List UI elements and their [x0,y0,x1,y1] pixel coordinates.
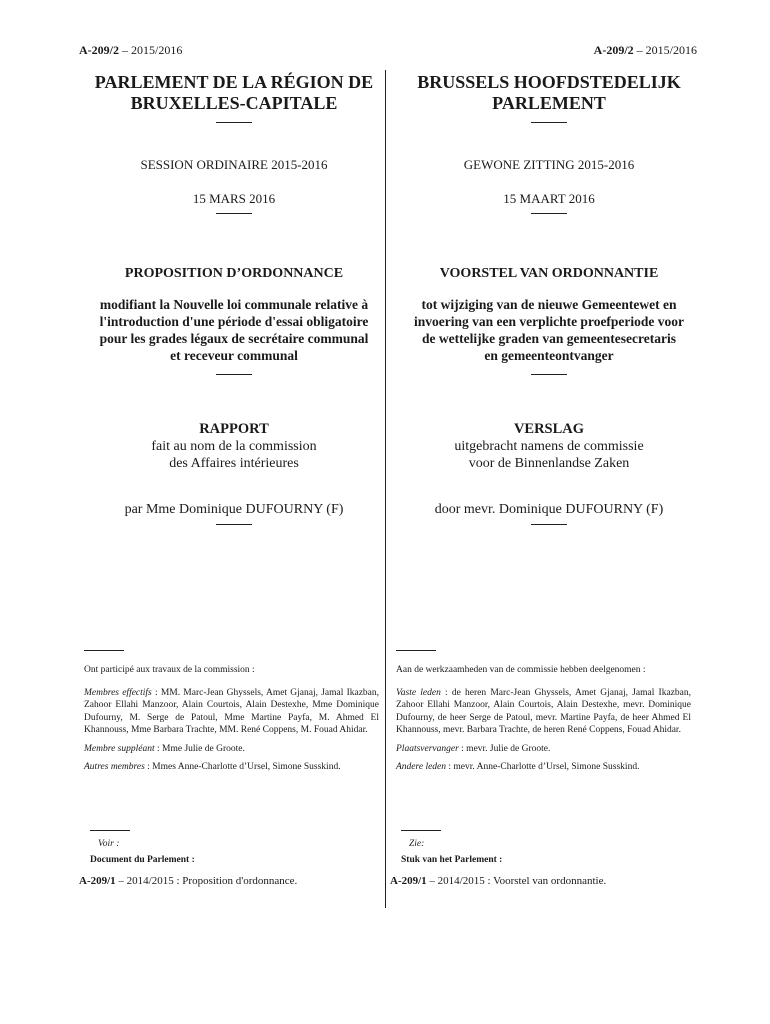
other-members [84,761,379,774]
members-label: Membres effectifs [84,687,152,698]
other-members [396,761,691,774]
others-label: Autres membres [84,762,145,772]
subject-line: modifiant la Nouvelle loi communale relative à [99,297,369,312]
session-date: 15 MARS 2016 [192,191,276,206]
column-divider [385,70,386,908]
subject-line: invoering van een verplichte proefperiode voor [413,314,685,329]
separator [531,524,567,525]
substitute-member [396,743,691,756]
subject-line: l'introduction d'une période d'essai obligatoire [99,314,369,329]
related-document [79,875,380,887]
report-subtitle-line: fait au nom de la commission [151,439,317,454]
report-subtitle [399,438,699,472]
substitute-name: : mevr. Julie de Groote. [458,743,551,754]
parliament-line: PARLEMENT DE LA RÉGION DE [94,72,374,92]
footnote-rule [90,830,130,831]
related-document-text: – 2014/2015 : Proposition d'ordonnance. [115,875,298,887]
substitute-label: Plaatsvervanger [396,743,459,754]
report-subtitle-line: uitgebracht namens de commissie [454,439,644,454]
document-reference-left [79,43,182,58]
parliament-line: BRUSSELS HOOFDSTEDELIJK [417,72,681,92]
members-label: Vaste leden [396,687,441,698]
others-list: : Mmes Anne-Charlotte d’Ursel, Simone Susskind. [144,762,341,772]
subject-line: pour les grades légaux de secrétaire communal [99,331,369,346]
others-label: Andere leden [396,762,447,772]
document-reference-right [594,43,697,58]
separator [531,374,567,375]
related-document-code: A-209/1 [79,875,116,887]
related-document-text: – 2014/2015 : Voorstel van ordonnantie. [426,875,607,887]
footnote-rule [401,830,441,831]
proposal-subject [84,296,384,364]
subject-line: de wettelijke graden van gemeentesecretaris [422,331,676,346]
members-list: : de heren Marc-Jean Ghyssels, Amet Gjanaj, Jamal Ikazban, Zahoor Ellahi Manzoor, Alain Courtois, Alain Destexhe, mevr. Dominique Dufourny, de heer Serge de Patoul, mevr. Martine Payfa, de heer Ahmed El Khannouss, mevr. Barbara Trachte, de heren René Coppens, Fouad Ahidar. [396,687,691,735]
session-title: GEWONE ZITTING 2015-2016 [463,157,635,172]
footnote-rule [84,650,124,651]
doc-year: – 2015/2016 [633,43,697,57]
separator [531,213,567,214]
related-document [390,875,691,887]
substitute-label: Membre suppléant [84,743,155,754]
doc-code: A-209/2 [79,43,119,57]
proposal-subject [399,296,699,364]
rapporteur: door mevr. Dominique DUFOURNY (F) [434,502,664,517]
subject-line: en gemeenteontvanger [484,348,614,363]
separator [531,122,567,123]
see-label: Zie: [409,839,425,849]
report-subtitle-line: voor de Binnenlandse Zaken [468,456,630,471]
proposal-title: VOORSTEL VAN ORDONNANTIE [439,266,659,281]
column-french [84,72,384,525]
column-dutch [399,72,699,525]
effective-members [396,687,691,737]
proposal-title: PROPOSITION D’ORDONNANCE [124,266,344,281]
subject-line: tot wijziging van de nieuwe Gemeentewet en [421,297,677,312]
doc-year: – 2015/2016 [119,43,183,57]
report-title: RAPPORT [199,421,269,437]
see-label: Voir : [98,839,120,849]
members-intro: Ont participé aux travaux de la commission : [84,665,255,675]
separator [216,122,252,123]
report-subtitle [84,438,384,472]
subject-line: et receveur communal [170,348,298,363]
related-document-code: A-209/1 [390,875,427,887]
parliament-name [399,72,699,114]
commission-members-dutch [396,650,691,780]
session-date: 15 MAART 2016 [503,191,595,206]
separator [216,374,252,375]
see-also-dutch [390,830,691,887]
doc-code: A-209/2 [593,43,634,57]
parliament-line: BRUXELLES-CAPITALE [130,93,338,113]
substitute-name: : Mme Julie de Groote. [154,743,245,754]
report-subtitle-line: des Affaires intérieures [169,456,299,471]
footnote-rule [396,650,436,651]
members-list: : MM. Marc-Jean Ghyssels, Amet Gjanaj, Jamal Ikazban, Zahoor Ellahi Manzoor, Alain Courtois, Alain Destexhe, Mme Dominique Dufourny, M. Serge de Patoul, Mme Martine Payfa, M. Ahmed El Khannouss, Mme Barbara Trachte, MM. René Coppens, M. Fouad Ahidar. [84,687,380,735]
separator [216,524,252,525]
members-intro: Aan de werkzaamheden van de commissie hebben deelgenomen : [396,665,646,675]
report-title: VERSLAG [513,421,585,437]
separator [216,213,252,214]
parliament-name [84,72,384,114]
parliament-document-label: Stuk van het Parlement : [401,855,503,865]
parliament-document-label: Document du Parlement : [90,855,195,865]
substitute-member [84,743,379,756]
commission-members-french [84,650,379,780]
session-title: SESSION ORDINAIRE 2015-2016 [140,157,328,172]
effective-members [84,687,379,737]
see-also-french [79,830,380,887]
parliament-line: PARLEMENT [492,93,606,113]
others-list: : mevr. Anne-Charlotte d’Ursel, Simone Susskind. [446,762,640,772]
rapporteur: par Mme Dominique DUFOURNY (F) [124,502,344,517]
